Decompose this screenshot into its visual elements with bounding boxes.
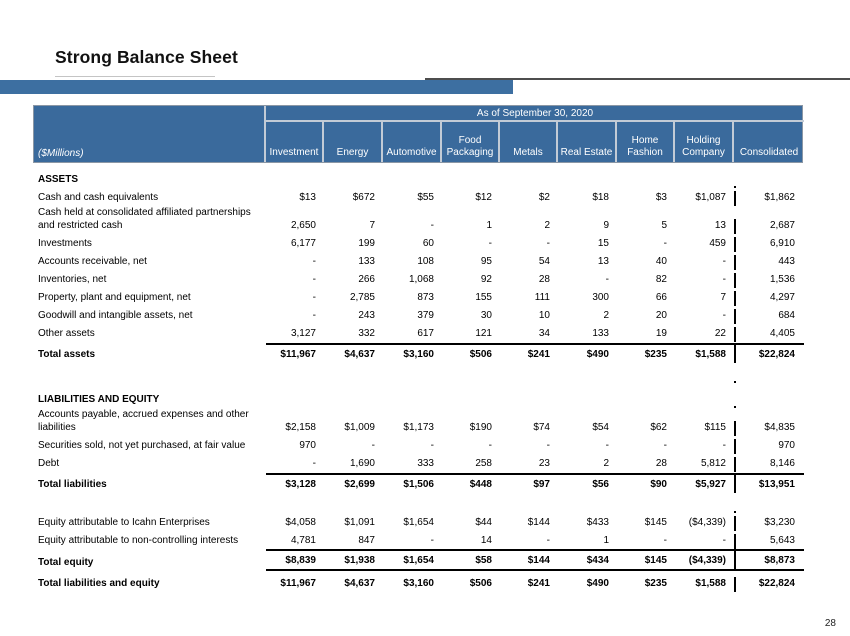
table-row: [34, 571, 803, 592]
table-row: [34, 454, 803, 472]
cell-value: [383, 381, 442, 383]
table-row: [34, 408, 803, 436]
cell-value: 14: [480, 535, 492, 546]
cell-value: 95: [480, 256, 492, 267]
page-number: 28: [824, 618, 836, 629]
cell-value: $74: [533, 422, 550, 433]
cell-value: $506: [469, 578, 492, 589]
cell-value: 4,297: [734, 291, 804, 306]
cell-value: [266, 406, 324, 408]
row-label: ASSETS: [38, 174, 79, 185]
cell-value: $1,173: [403, 422, 434, 433]
cell-value: 1: [486, 220, 492, 231]
cell-value: $241: [527, 578, 550, 589]
cell-value: -: [312, 310, 316, 321]
cell-value: $241: [500, 343, 558, 363]
cell-value: $434: [558, 549, 617, 571]
cell-value: 54: [538, 256, 550, 267]
cell-value: 2,785: [349, 292, 375, 303]
cell-value: $2,158: [285, 422, 316, 433]
cell-value: -: [605, 274, 609, 285]
table-row: [34, 472, 803, 493]
cell-value: $8,839: [266, 549, 324, 571]
column-header: Energy: [324, 122, 383, 162]
table-row: [34, 513, 803, 531]
cell-value: 82: [655, 274, 667, 285]
table-row: [34, 306, 803, 324]
cell-value: 34: [538, 328, 550, 339]
cell-value: 199: [358, 238, 375, 249]
row-label: Debt: [38, 458, 60, 469]
cell-value: 133: [358, 256, 375, 267]
cell-value: $1,091: [344, 517, 375, 528]
cell-value: 92: [480, 274, 492, 285]
cell-value: 111: [534, 292, 550, 303]
cell-value: [675, 381, 734, 383]
cell-value: -: [312, 292, 316, 303]
cell-value: -: [605, 440, 609, 451]
cell-value: 243: [358, 310, 375, 321]
cell-value: [442, 511, 500, 513]
table-row: [34, 252, 803, 270]
cell-value: $3,160: [403, 578, 434, 589]
cell-value: $44: [475, 517, 492, 528]
row-label: Total equity: [38, 557, 94, 568]
cell-value: -: [312, 458, 316, 469]
cell-value: -: [546, 238, 550, 249]
cell-value: 847: [358, 535, 375, 546]
cell-value: $1,506: [383, 473, 442, 493]
cell-value: [558, 406, 617, 408]
cell-value: $4,058: [285, 517, 316, 528]
column-header: Investment: [266, 122, 324, 162]
cell-value: 2: [544, 220, 550, 231]
column-header: Real Estate: [558, 122, 617, 162]
cell-value: 9: [603, 220, 609, 231]
cell-value: $506: [442, 343, 500, 363]
cell-value: 333: [417, 458, 434, 469]
cell-value: 1,068: [408, 274, 434, 285]
row-label: Total liabilities: [38, 479, 107, 490]
cell-value: $2: [538, 192, 550, 203]
row-label: [34, 381, 266, 383]
cell-value: [617, 511, 675, 513]
cell-value: [734, 381, 804, 383]
title-underline: [55, 76, 215, 77]
cell-value: 3,127: [290, 328, 316, 339]
cell-value: $1,654: [383, 549, 442, 571]
cell-value: 30: [480, 310, 492, 321]
cell-value: $448: [442, 473, 500, 493]
cell-value: [558, 186, 617, 188]
date-header: As of September 30, 2020: [266, 106, 804, 122]
cell-value: -: [546, 440, 550, 451]
section-row: [34, 383, 803, 408]
cell-value: [266, 381, 324, 383]
cell-value: $1,862: [734, 191, 804, 206]
cell-value: 2,687: [734, 219, 804, 234]
table-row: [34, 288, 803, 306]
table-row: [34, 206, 803, 234]
cell-value: $190: [469, 422, 492, 433]
cell-value: $2,699: [324, 473, 383, 493]
cell-value: $145: [617, 549, 675, 571]
table-header: [33, 105, 803, 163]
cell-value: [324, 186, 383, 188]
cell-value: 15: [597, 238, 609, 249]
cell-value: 266: [358, 274, 375, 285]
cell-value: $97: [500, 473, 558, 493]
table-row: [34, 549, 803, 571]
cell-value: -: [663, 440, 667, 451]
cell-value: -: [371, 440, 375, 451]
cell-value: 2: [603, 458, 609, 469]
cell-value: 873: [417, 292, 434, 303]
cell-value: [500, 511, 558, 513]
cell-value: $22,824: [734, 343, 804, 363]
cell-value: 133: [592, 328, 609, 339]
table-row: [34, 270, 803, 288]
cell-value: 300: [592, 292, 609, 303]
row-label: Equity attributable to Icahn Enterprises: [38, 517, 210, 528]
cell-value: $8,873: [734, 549, 804, 571]
cell-value: [558, 511, 617, 513]
accent-bar: [0, 80, 513, 94]
cell-value: -: [663, 535, 667, 546]
cell-value: $4,637: [324, 343, 383, 363]
cell-value: [734, 511, 804, 513]
cell-value: 2,650: [290, 220, 316, 231]
row-label: Other assets: [38, 328, 95, 339]
cell-value: [266, 511, 324, 513]
cell-value: 258: [475, 458, 492, 469]
table-row: [34, 188, 803, 206]
cell-value: $3,230: [734, 516, 804, 531]
spacer-row: [34, 363, 803, 383]
table-row: [34, 234, 803, 252]
cell-value: [617, 186, 675, 188]
cell-value: 5: [661, 220, 667, 231]
column-header: Metals: [500, 122, 558, 162]
cell-value: [675, 511, 734, 513]
cell-value: 7: [369, 220, 375, 231]
cell-value: $56: [558, 473, 617, 493]
row-label: Total assets: [38, 349, 96, 360]
cell-value: 20: [655, 310, 667, 321]
table-header-right: [266, 106, 804, 162]
row-label: LIABILITIES AND EQUITY: [38, 394, 160, 405]
cell-value: $18: [592, 192, 609, 203]
cell-value: $11,967: [266, 343, 324, 363]
cell-value: $3,128: [266, 473, 324, 493]
cell-value: 5,812: [700, 458, 726, 469]
cell-value: $145: [644, 517, 667, 528]
row-label: [34, 511, 266, 513]
table-row: [34, 324, 803, 342]
spacer-row: [34, 493, 803, 513]
row-label: Investments: [38, 238, 92, 249]
cell-value: [675, 186, 734, 188]
cell-value: $4,835: [734, 421, 804, 436]
cell-value: 13: [597, 256, 609, 267]
cell-value: 1,690: [349, 458, 375, 469]
cell-value: 19: [655, 328, 667, 339]
cell-value: 6,177: [290, 238, 316, 249]
table-row: [34, 342, 803, 363]
cell-value: $144: [527, 517, 550, 528]
column-header: Holding Company: [675, 122, 734, 162]
cell-value: [383, 406, 442, 408]
cell-value: -: [430, 220, 434, 231]
cell-value: $433: [586, 517, 609, 528]
cell-value: -: [722, 274, 726, 285]
cell-value: $490: [558, 343, 617, 363]
cell-value: ($4,339): [675, 549, 734, 571]
row-label: Inventories, net: [38, 274, 107, 285]
cell-value: $1,087: [695, 192, 726, 203]
cell-value: $13: [299, 192, 316, 203]
table-row: [34, 436, 803, 454]
cell-value: 970: [299, 440, 316, 451]
cell-value: $54: [592, 422, 609, 433]
cell-value: 22: [714, 328, 726, 339]
cell-value: $1,938: [324, 549, 383, 571]
cell-value: -: [312, 256, 316, 267]
cell-value: 4,781: [290, 535, 316, 546]
balance-sheet-table: [33, 105, 803, 592]
cell-value: 23: [538, 458, 550, 469]
cell-value: $12: [475, 192, 492, 203]
row-label: Equity attributable to non-controlling interests: [38, 535, 239, 546]
cell-value: 617: [417, 328, 434, 339]
cell-value: -: [546, 535, 550, 546]
cell-value: $1,588: [675, 343, 734, 363]
column-header: Home Fashion: [617, 122, 675, 162]
cell-value: $235: [617, 343, 675, 363]
cell-value: -: [722, 256, 726, 267]
cell-value: -: [430, 535, 434, 546]
cell-value: $144: [500, 549, 558, 571]
cell-value: [442, 381, 500, 383]
cell-value: $672: [352, 192, 375, 203]
cell-value: [617, 381, 675, 383]
cell-value: 60: [422, 238, 434, 249]
cell-value: [500, 381, 558, 383]
column-header: Automotive: [383, 122, 442, 162]
row-label: Accounts receivable, net: [38, 256, 147, 267]
cell-value: [324, 511, 383, 513]
row-label: Total liabilities and equity: [38, 578, 160, 589]
cell-value: -: [312, 274, 316, 285]
cell-value: ($4,339): [688, 517, 726, 528]
cell-value: [558, 381, 617, 383]
cell-value: $5,927: [675, 473, 734, 493]
cell-value: -: [430, 440, 434, 451]
cell-value: -: [722, 440, 726, 451]
cell-value: 6,910: [734, 237, 804, 252]
cell-value: -: [722, 535, 726, 546]
cell-value: 121: [475, 328, 492, 339]
cell-value: 7: [720, 292, 726, 303]
cell-value: [734, 186, 804, 188]
row-label: Property, plant and equipment, net: [38, 292, 191, 303]
cell-value: 10: [538, 310, 550, 321]
cell-value: [675, 406, 734, 408]
cell-value: 970: [734, 439, 804, 454]
cell-value: $3: [655, 192, 667, 203]
cell-value: -: [488, 238, 492, 249]
cell-value: $1,009: [344, 422, 375, 433]
cell-value: $58: [442, 549, 500, 571]
cell-value: $235: [644, 578, 667, 589]
cell-value: 459: [709, 238, 726, 249]
cell-value: [324, 381, 383, 383]
cell-value: $55: [417, 192, 434, 203]
cell-value: $13,951: [734, 473, 804, 493]
table-body: [33, 163, 803, 592]
cell-value: $1,654: [403, 517, 434, 528]
cell-value: 155: [475, 292, 492, 303]
cell-value: [442, 406, 500, 408]
units-label: ($Millions): [38, 148, 84, 159]
cell-value: [734, 406, 804, 408]
section-row: [34, 163, 803, 188]
cell-value: $11,967: [280, 578, 316, 589]
row-label: Securities sold, not yet purchased, at fair value: [38, 440, 246, 451]
cell-value: [500, 406, 558, 408]
cell-value: -: [663, 238, 667, 249]
row-label: Cash and cash equivalents: [38, 192, 159, 203]
cell-value: $115: [704, 422, 726, 433]
cell-value: 8,146: [734, 457, 804, 472]
cell-value: 108: [417, 256, 434, 267]
cell-value: $90: [617, 473, 675, 493]
cell-value: $62: [650, 422, 667, 433]
cell-value: [324, 406, 383, 408]
cell-value: -: [722, 310, 726, 321]
column-header: Food Packaging: [442, 122, 500, 162]
cell-value: 2: [603, 310, 609, 321]
cell-value: 379: [417, 310, 434, 321]
page-title: Strong Balance Sheet: [55, 47, 238, 67]
cell-value: $490: [586, 578, 609, 589]
cell-value: [383, 511, 442, 513]
cell-value: 4,405: [734, 327, 804, 342]
cell-value: -: [488, 440, 492, 451]
cell-value: 332: [358, 328, 375, 339]
cell-value: $4,637: [344, 578, 375, 589]
units-label-cell: [34, 106, 266, 162]
cell-value: 40: [655, 256, 667, 267]
column-header: Consolidated: [739, 146, 799, 158]
cell-value: 684: [734, 309, 804, 324]
row-label: Cash held at consolidated affiliated partnerships and restricted cash: [38, 207, 251, 231]
cell-value: [617, 406, 675, 408]
row-label: Accounts payable, accrued expenses and other liabilities: [38, 409, 249, 433]
cell-value: [383, 186, 442, 188]
cell-value: 28: [538, 274, 550, 285]
cell-value: $1,588: [695, 578, 726, 589]
cell-value: 13: [714, 220, 726, 231]
cell-value: 1: [603, 535, 609, 546]
cell-value: [266, 186, 324, 188]
cell-value: 66: [655, 292, 667, 303]
cell-value: 5,643: [734, 534, 804, 549]
cell-value: 1,536: [734, 273, 804, 288]
cell-value: 28: [655, 458, 667, 469]
cell-value: $22,824: [734, 577, 804, 592]
table-row: [34, 531, 803, 549]
cell-value: 443: [734, 255, 804, 270]
row-label: Goodwill and intangible assets, net: [38, 310, 193, 321]
cell-value: [442, 186, 500, 188]
cell-value: $3,160: [383, 343, 442, 363]
cell-value: [500, 186, 558, 188]
column-headers: [266, 122, 804, 162]
